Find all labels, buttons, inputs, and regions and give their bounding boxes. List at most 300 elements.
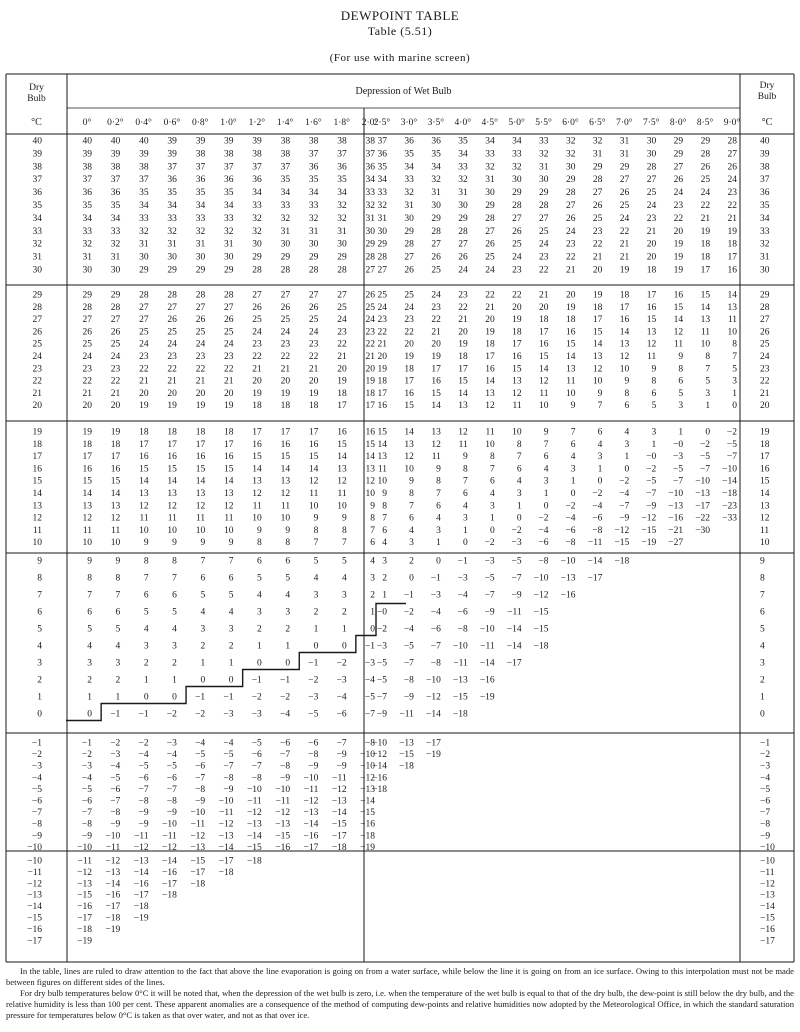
table-cell: 9 bbox=[143, 538, 149, 549]
table-row bbox=[33, 340, 770, 350]
table-cell: 8 bbox=[624, 388, 630, 399]
table-cell: 21 bbox=[377, 339, 387, 350]
table-cell: 10 bbox=[485, 439, 495, 450]
table-cell: 17 bbox=[458, 364, 468, 375]
table-cell: −18 bbox=[614, 556, 630, 567]
table-cell: 8 bbox=[705, 352, 711, 362]
table-cell: −15 bbox=[533, 624, 549, 635]
dry-bulb-value-left: 24 bbox=[32, 352, 42, 362]
table-cell: 5 bbox=[87, 624, 92, 635]
table-cell: −3 bbox=[110, 750, 121, 761]
table-cell: 15 bbox=[673, 302, 684, 313]
table-cell: 7 bbox=[489, 464, 495, 475]
table-cell: −14 bbox=[360, 796, 375, 807]
table-cell: 35 bbox=[308, 175, 319, 186]
table-cell: 3 bbox=[651, 427, 657, 438]
table-cell: 12 bbox=[337, 476, 347, 487]
table-cell: 26 bbox=[700, 162, 711, 173]
table-cell: 26 bbox=[110, 327, 121, 338]
table-cell: 5 bbox=[115, 624, 121, 635]
table-cell: −18 bbox=[360, 831, 375, 842]
table-cell: 32 bbox=[337, 201, 347, 211]
table-cell: −15 bbox=[452, 692, 468, 703]
table-cell: 30 bbox=[404, 213, 414, 224]
table-cell: −9 bbox=[376, 709, 387, 720]
unit-label-left: °C bbox=[31, 117, 42, 128]
table-cell: 10 bbox=[110, 538, 121, 549]
table-cell: 19 bbox=[110, 427, 121, 438]
table-cell: 14 bbox=[619, 327, 630, 338]
table-cell: −9 bbox=[166, 808, 177, 819]
table-cell: 29 bbox=[485, 201, 495, 211]
table-cell: 32 bbox=[337, 213, 347, 224]
dry-bulb-value-right: −15 bbox=[760, 913, 775, 924]
table-cell: 15 bbox=[592, 327, 603, 338]
dry-bulb-value-left: −3 bbox=[31, 761, 42, 772]
table-cell: 15 bbox=[82, 476, 92, 487]
dry-bulb-value-left: 10 bbox=[32, 538, 42, 549]
dry-bulb-value-left: −9 bbox=[31, 831, 42, 842]
table-cell: −5 bbox=[81, 784, 92, 795]
table-cell: 20 bbox=[485, 315, 495, 326]
table-cell: 9 bbox=[463, 452, 468, 463]
dry-bulb-value-left: 1 bbox=[37, 692, 42, 703]
dry-bulb-value-right: 33 bbox=[760, 226, 770, 237]
table-cell: 4 bbox=[489, 489, 495, 499]
table-cell: 3 bbox=[678, 401, 684, 412]
table-row bbox=[33, 137, 770, 147]
table-cell: 28 bbox=[565, 188, 576, 199]
dry-bulb-value-right: 2 bbox=[760, 675, 765, 686]
table-cell: −4 bbox=[110, 761, 121, 772]
table-cell: 32 bbox=[377, 201, 387, 211]
table-cell: −12 bbox=[614, 525, 630, 536]
table-cell: −13 bbox=[246, 819, 262, 830]
dry-bulb-value-left: −8 bbox=[31, 819, 42, 830]
table-cell: 23 bbox=[539, 252, 549, 263]
table-cell: 22 bbox=[195, 364, 206, 375]
table-cell: 36 bbox=[110, 188, 121, 199]
table-cell: 11 bbox=[196, 513, 206, 524]
table-cell: 39 bbox=[139, 149, 149, 160]
dry-bulb-label-right: Bulb bbox=[757, 92, 777, 102]
table-cell: 27 bbox=[139, 315, 149, 326]
dry-bulb-value-right: 14 bbox=[760, 489, 770, 499]
dry-bulb-value-right: 27 bbox=[760, 315, 770, 326]
table-cell: −9 bbox=[646, 501, 657, 512]
dry-bulb-label-right: Dry bbox=[759, 81, 775, 91]
table-cell: 20 bbox=[673, 226, 684, 237]
table-cell: 19 bbox=[377, 364, 387, 375]
table-cell: 24 bbox=[458, 265, 468, 276]
dry-bulb-value-right: 39 bbox=[760, 149, 770, 160]
table-cell: 23 bbox=[404, 315, 414, 326]
dry-bulb-value-right: 36 bbox=[760, 188, 770, 199]
table-cell: 25 bbox=[539, 226, 549, 237]
table-cell: 7 bbox=[597, 401, 603, 412]
table-cell: 15 bbox=[431, 388, 441, 399]
table-cell: −6 bbox=[110, 784, 121, 795]
table-cell: 1 bbox=[624, 452, 630, 463]
table-cell: 26 bbox=[431, 252, 441, 263]
table-cell: 33 bbox=[280, 201, 291, 211]
table-cell: 14 bbox=[404, 427, 414, 438]
table-cell: −9 bbox=[279, 773, 291, 784]
table-cell: 25 bbox=[337, 302, 347, 313]
table-cell: −19 bbox=[641, 538, 657, 549]
table-cell: 7 bbox=[570, 427, 576, 438]
table-row bbox=[27, 902, 775, 912]
table-cell: 17 bbox=[139, 439, 149, 450]
table-cell: −7 bbox=[223, 761, 234, 772]
table-cell: 32 bbox=[404, 188, 414, 199]
column-header: 5·5° bbox=[535, 118, 552, 128]
table-cell: 8 bbox=[382, 501, 387, 512]
table-cell: 7 bbox=[382, 513, 387, 524]
table-cell: −16 bbox=[77, 902, 92, 913]
table-cell: 28 bbox=[365, 252, 375, 263]
dry-bulb-value-left: −4 bbox=[31, 773, 42, 784]
table-cell: 26 bbox=[619, 188, 630, 199]
table-cell: 19 bbox=[82, 427, 92, 438]
table-cell: −2 bbox=[403, 607, 414, 618]
table-cell: 13 bbox=[458, 401, 468, 412]
dry-bulb-value-right: 30 bbox=[760, 265, 770, 276]
table-cell: 12 bbox=[365, 476, 375, 487]
table-cell: 34 bbox=[308, 188, 319, 199]
table-cell: 32 bbox=[252, 213, 262, 224]
dry-bulb-value-right: 12 bbox=[760, 513, 770, 524]
table-cell: 0 bbox=[228, 675, 234, 686]
table-cell: 39 bbox=[82, 149, 92, 160]
table-cell: 6 bbox=[200, 573, 206, 584]
table-row bbox=[33, 175, 770, 185]
table-cell: 2 bbox=[115, 675, 121, 686]
dry-bulb-value-right: 10 bbox=[760, 538, 770, 549]
table-cell: 0 bbox=[732, 401, 737, 412]
table-cell: 6 bbox=[285, 556, 291, 567]
table-cell: 17 bbox=[727, 252, 737, 263]
dry-bulb-value-left: 36 bbox=[32, 188, 42, 199]
table-cell: 36 bbox=[82, 188, 92, 199]
table-cell: 19 bbox=[195, 401, 206, 412]
table-cell: −4 bbox=[279, 709, 291, 720]
table-cell: 17 bbox=[700, 265, 711, 276]
table-cell: 39 bbox=[224, 136, 234, 147]
table-cell: 18 bbox=[700, 239, 711, 250]
table-cell: 13 bbox=[565, 364, 576, 375]
table-cell: 18 bbox=[646, 265, 657, 276]
table-cell: 28 bbox=[139, 290, 149, 301]
table-cell: 38 bbox=[365, 136, 375, 147]
table-cell: 14 bbox=[82, 489, 92, 499]
table-cell: 22 bbox=[224, 364, 234, 375]
table-cell: 20 bbox=[110, 401, 121, 412]
column-header: 8·0° bbox=[669, 118, 687, 128]
table-cell: 9 bbox=[382, 489, 387, 499]
table-cell: 6 bbox=[516, 464, 522, 475]
table-cell: 30 bbox=[252, 239, 262, 250]
table-cell: 3 bbox=[705, 388, 711, 399]
table-cell: 32 bbox=[82, 239, 92, 250]
dry-bulb-value-right: 7 bbox=[760, 590, 765, 601]
table-cell: 18 bbox=[308, 401, 319, 412]
table-cell: 36 bbox=[377, 149, 387, 160]
table-cell: 4 bbox=[570, 452, 576, 463]
table-cell: 14 bbox=[431, 401, 441, 412]
table-cell: 24 bbox=[195, 339, 206, 350]
table-cell: 6 bbox=[143, 590, 149, 601]
table-cell: −5 bbox=[511, 556, 522, 567]
table-cell: 17 bbox=[539, 327, 549, 338]
table-cell: −5 bbox=[166, 761, 177, 772]
table-cell: 20 bbox=[646, 252, 657, 263]
dry-bulb-value-right: 35 bbox=[760, 201, 770, 211]
dry-bulb-value-right: −6 bbox=[760, 796, 771, 807]
column-header: 1·2° bbox=[248, 118, 266, 128]
dry-bulb-value-left: −12 bbox=[27, 879, 42, 890]
table-cell: 14 bbox=[195, 476, 206, 487]
column-header: 0° bbox=[82, 118, 92, 128]
table-cell: −8 bbox=[308, 750, 319, 761]
table-cell: 27 bbox=[337, 290, 347, 301]
table-cell: 24 bbox=[727, 175, 737, 186]
table-cell: 14 bbox=[700, 302, 711, 313]
table-cell: 21 bbox=[110, 388, 121, 399]
table-cell: 34 bbox=[139, 201, 149, 211]
table-cell: 18 bbox=[700, 252, 711, 263]
table-cell: 8 bbox=[370, 513, 375, 524]
table-cell: 24 bbox=[167, 339, 177, 350]
table-cell: −10 bbox=[303, 773, 319, 784]
table-cell: −12 bbox=[331, 784, 347, 795]
table-cell: 39 bbox=[110, 149, 121, 160]
table-cell: 14 bbox=[458, 388, 468, 399]
table-cell: 14 bbox=[377, 439, 387, 450]
table-cell: 2 bbox=[341, 607, 347, 618]
table-cell: 35 bbox=[431, 149, 441, 160]
table-cell: 11 bbox=[700, 327, 711, 338]
dry-bulb-value-left: 22 bbox=[32, 376, 42, 387]
table-cell: −5 bbox=[376, 675, 387, 686]
table-cell: 25 bbox=[82, 339, 92, 350]
table-cell: 20 bbox=[377, 352, 387, 362]
table-cell: 13 bbox=[727, 302, 737, 313]
table-cell: 15 bbox=[512, 364, 522, 375]
table-cell: 1 bbox=[705, 401, 711, 412]
table-cell: 34 bbox=[485, 136, 495, 147]
table-cell: 14 bbox=[365, 452, 375, 463]
table-cell: 24 bbox=[431, 290, 441, 301]
table-cell: 37 bbox=[139, 175, 149, 186]
table-cell: 29 bbox=[110, 290, 121, 301]
dry-bulb-value-left: 32 bbox=[32, 239, 42, 250]
table-cell: 22 bbox=[673, 213, 684, 224]
table-cell: 18 bbox=[485, 339, 495, 350]
table-cell: 1 bbox=[489, 513, 495, 524]
table-cell: −17 bbox=[218, 856, 234, 867]
table-cell: −14 bbox=[133, 867, 149, 878]
dry-bulb-value-right: −4 bbox=[760, 773, 771, 784]
note-paragraph-2: For dry bulb temperatures below 0°C it will be noted that, when the depression of the wet bulb is zero, i.e. when the temperature of the wet bulb is equal to that of the dry bulb, the dew-point is still below the dry bulb, and the relative humidity is less than 100 per cent. These apparent anomalies are a consequence of the method of computing dew-points and relative humidities now adopted by the Meteorological Office, in which the standard saturation pressure for temperatures below 0°C is taken as that over water, and not as that over ice. bbox=[6, 988, 794, 1020]
table-cell: 37 bbox=[252, 162, 262, 173]
table-cell: −18 bbox=[331, 842, 347, 853]
table-cell: 21 bbox=[700, 213, 711, 224]
table-cell: 10 bbox=[195, 525, 206, 536]
table-cell: 23 bbox=[252, 339, 262, 350]
table-cell: 28 bbox=[404, 239, 414, 250]
table-cell: −19 bbox=[479, 692, 495, 703]
table-row bbox=[33, 303, 770, 313]
table-cell: −2 bbox=[336, 658, 347, 669]
table-cell: −9 bbox=[619, 513, 630, 524]
table-cell: −11 bbox=[77, 856, 92, 867]
table-cell: 14 bbox=[110, 489, 121, 499]
table-cell: 16 bbox=[539, 339, 549, 350]
table-cell: 26 bbox=[167, 315, 177, 326]
table-cell: 33 bbox=[404, 175, 414, 186]
table-cell: 18 bbox=[82, 439, 92, 450]
dry-bulb-value-left: 14 bbox=[32, 489, 42, 499]
table-cell: 3 bbox=[597, 452, 603, 463]
table-cell: −4 bbox=[166, 750, 177, 761]
column-header: 1·8° bbox=[333, 118, 350, 128]
table-cell: 36 bbox=[167, 175, 177, 186]
table-cell: 18 bbox=[224, 427, 234, 438]
dry-bulb-value-left: 16 bbox=[32, 464, 42, 475]
table-cell: 10 bbox=[592, 376, 603, 387]
table-cell: 18 bbox=[727, 239, 737, 250]
table-cell: 35 bbox=[280, 175, 291, 186]
table-cell: 12 bbox=[252, 489, 262, 499]
table-cell: 23 bbox=[308, 339, 319, 350]
table-cell: 3 bbox=[516, 489, 522, 499]
table-cell: −1 bbox=[457, 556, 468, 567]
table-cell: 9 bbox=[409, 476, 414, 487]
table-row bbox=[37, 625, 765, 635]
dry-bulb-value-left: 25 bbox=[32, 339, 42, 350]
table-cell: −6 bbox=[336, 709, 347, 720]
table-cell: 5 bbox=[705, 376, 711, 387]
table-cell: −4 bbox=[336, 692, 347, 703]
dry-bulb-value-right: −1 bbox=[760, 738, 771, 749]
table-cell: 33 bbox=[365, 188, 375, 199]
table-cell: −9 bbox=[138, 819, 149, 830]
table-row bbox=[33, 514, 770, 524]
table-cell: 32 bbox=[512, 162, 522, 173]
table-cell: 27 bbox=[458, 239, 468, 250]
table-cell: −2 bbox=[251, 692, 262, 703]
table-cell: 16 bbox=[308, 439, 319, 450]
table-cell: −5 bbox=[403, 641, 414, 652]
table-cell: 19 bbox=[431, 352, 441, 362]
dry-bulb-value-right: 9 bbox=[760, 556, 765, 567]
table-cell: 15 bbox=[404, 401, 414, 412]
dry-bulb-value-left: −6 bbox=[31, 796, 42, 807]
table-cell: 6 bbox=[570, 439, 576, 450]
table-cell: 30 bbox=[485, 188, 495, 199]
dry-bulb-value-right: 29 bbox=[760, 290, 770, 301]
table-cell: 22 bbox=[167, 364, 177, 375]
table-cell: 13 bbox=[195, 489, 206, 499]
table-cell: 29 bbox=[592, 162, 603, 173]
table-cell: 11 bbox=[458, 439, 468, 450]
table-cell: 40 bbox=[110, 136, 121, 147]
table-row bbox=[33, 377, 770, 387]
table-cell: 28 bbox=[224, 290, 234, 301]
table-cell: 18 bbox=[619, 290, 630, 301]
table-cell: 3 bbox=[543, 476, 549, 487]
table-cell: 23 bbox=[224, 352, 234, 362]
table-cell: 16 bbox=[646, 302, 657, 313]
table-cell: 22 bbox=[619, 226, 630, 237]
table-row bbox=[27, 857, 775, 867]
table-cell: 0 bbox=[624, 464, 630, 475]
table-cell: −8 bbox=[538, 556, 549, 567]
dry-bulb-value-left: 7 bbox=[37, 590, 42, 601]
table-cell: 38 bbox=[224, 149, 234, 160]
table-cell: 21 bbox=[308, 364, 319, 375]
table-cell: 29 bbox=[565, 175, 576, 186]
table-cell: 13 bbox=[592, 352, 603, 362]
table-cell: 6 bbox=[436, 501, 441, 512]
table-cell: 26 bbox=[82, 327, 92, 338]
dry-bulb-value-right: −2 bbox=[760, 750, 771, 761]
table-cell: 25 bbox=[619, 201, 630, 211]
table-cell: 25 bbox=[167, 327, 177, 338]
table-cell: −12 bbox=[360, 773, 375, 784]
table-cell: 21 bbox=[280, 364, 291, 375]
table-cell: 33 bbox=[167, 213, 177, 224]
table-cell: −17 bbox=[77, 913, 92, 924]
table-cell: −22 bbox=[695, 513, 711, 524]
table-row bbox=[32, 797, 770, 807]
table-cell: 21 bbox=[139, 376, 149, 387]
table-row bbox=[33, 428, 770, 438]
table-cell: −7 bbox=[364, 709, 375, 720]
column-header: 0·4° bbox=[135, 118, 152, 128]
table-cell: 24 bbox=[646, 201, 657, 211]
table-cell: 19 bbox=[308, 388, 319, 399]
table-cell: 34 bbox=[337, 188, 347, 199]
table-cell: −17 bbox=[331, 831, 347, 842]
table-cell: 1 bbox=[678, 427, 684, 438]
table-cell: 15 bbox=[377, 427, 387, 438]
dry-bulb-value-right: 13 bbox=[760, 501, 770, 512]
table-row bbox=[33, 201, 770, 211]
table-cell: 25 bbox=[592, 213, 603, 224]
table-cell: 2 bbox=[200, 641, 206, 652]
table-cell: 9 bbox=[115, 556, 121, 567]
table-cell: 32 bbox=[224, 226, 234, 237]
table-cell: 3 bbox=[87, 658, 92, 669]
table-cell: −10 bbox=[560, 556, 576, 567]
table-cell: −9 bbox=[110, 819, 121, 830]
table-cell: −13 bbox=[560, 573, 576, 584]
table-cell: 27 bbox=[195, 302, 206, 313]
table-cell: 36 bbox=[337, 162, 347, 173]
table-cell: −7 bbox=[251, 761, 262, 772]
table-cell: −12 bbox=[425, 692, 441, 703]
table-cell: 2 bbox=[257, 624, 262, 635]
table-cell: 29 bbox=[139, 265, 149, 276]
table-cell: −17 bbox=[506, 658, 522, 669]
table-cell: 35 bbox=[167, 188, 177, 199]
table-cell: 30 bbox=[167, 252, 177, 263]
table-cell: 20 bbox=[224, 388, 234, 399]
table-cell: −18 bbox=[533, 641, 549, 652]
dry-bulb-value-left: −2 bbox=[31, 750, 42, 761]
